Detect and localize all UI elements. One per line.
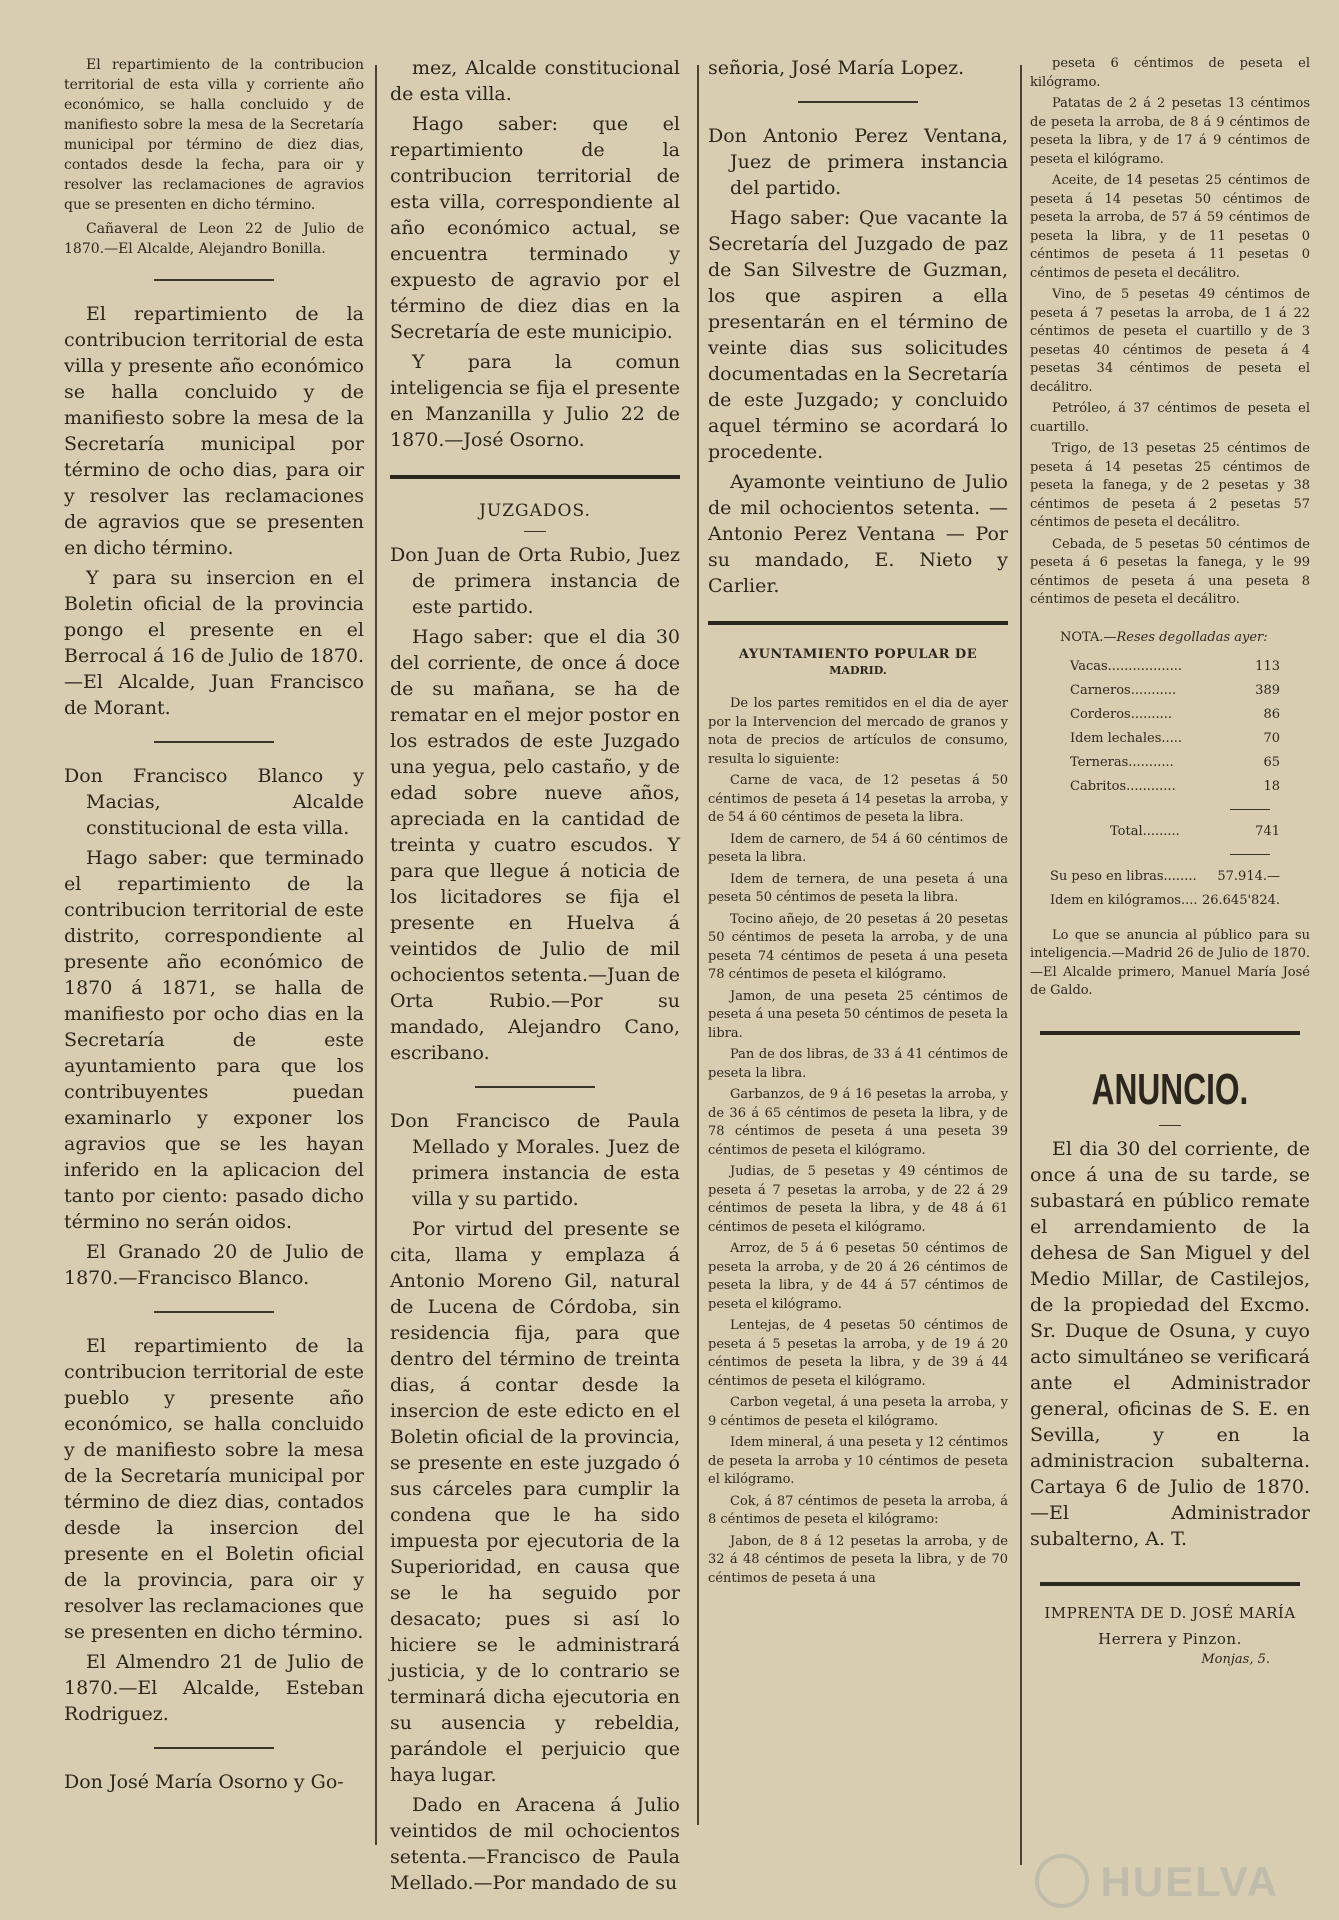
row-label: Idem lechales..... — [1070, 731, 1183, 746]
column-1 — [64, 55, 364, 1865]
notice-aracena: Por virtud del presente se cita, llama y emplaza á Antonio Moreno Gil, natural de Lucena de Córdoba, sin residencia fija, para que dentro del término de treinta dias, á contar desde la insercion de este edicto en el Boletin oficial de la provincia, se presente en este juzgado ó sus cárceles para cumplir la condena que le ha sido impuesta por ejecutoria de la Superioridad, en causa que se le ha seguido por desacato; pues si así lo hiciere se le administrará justicia, y de lo contrario se terminará dicha ejecutoria en su ausencia y rebeldia, parándole el perjuicio que haya lugar. — [390, 1218, 680, 1786]
list-item: peseta 6 céntimos de peseta el kilógramo. — [1030, 56, 1310, 90]
notice-granado: Hago saber: que terminado el repartimiento de la contribucion territorial de este distrito, correspondiente al presente año económico de 1870 á 1871, se halla de manifiesto por ocho dias en la Secretaría de este ayuntamiento para que los contribuyentes puedan examinarlo y exponer los agravios que se les hayan inferido en la aplicacion del tanto por ciento: pasado dicho término no serán oidos. — [64, 847, 364, 1233]
column-rule-1 — [375, 65, 377, 1845]
notice-manzanilla-signature: Y para la comun inteligencia se fija el presente en Manzanilla y Julio 22 de 1870.—José Osorno. — [390, 351, 681, 451]
row-label: Carneros........... — [1070, 683, 1177, 698]
separator — [154, 279, 274, 281]
reses-table — [1070, 655, 1280, 799]
row-value: 57.914.— — [1217, 869, 1280, 884]
row-label: Su peso en libras........ — [1050, 869, 1197, 884]
row-label: Vacas.................. — [1070, 659, 1183, 674]
separator — [475, 1086, 595, 1088]
notice-aracena-heading: Don Francisco de Paula Mellado y Morales. Juez de primera instancia de esta villa y su partido. — [390, 1110, 680, 1210]
section-heading-ayuntamiento: AYUNTAMIENTO POPULAR DE — [738, 647, 978, 662]
row-value: 70 — [1263, 731, 1280, 746]
table-row — [1070, 775, 1280, 799]
list-item: Patatas de 2 á 2 pesetas 13 céntimos de peseta la arroba, de 8 á 9 céntimos de peseta la libra, y de 17 á 9 céntimos de peseta el kilógramo. — [1030, 96, 1310, 167]
list-item: Garbanzos, de 9 á 16 pesetas la arroba, y de 36 á 65 céntimos de peseta la libra, y de 78 céntimos de peseta á una peseta 39 céntimos de peseta el kilógramo. — [708, 1087, 1008, 1158]
column-rule-2 — [697, 65, 699, 1825]
list-item: Idem mineral, á una peseta y 12 céntimos de peseta la arroba y 10 céntimos de peseta el kilógramo. — [708, 1435, 1008, 1487]
dash — [1159, 1125, 1181, 1126]
section-rule — [1040, 1031, 1300, 1035]
table-row — [1070, 751, 1280, 775]
row-value: 86 — [1263, 707, 1280, 722]
column-4 — [1030, 55, 1310, 1855]
table-row — [1070, 727, 1280, 751]
notice-granado-signature: El Granado 20 de Julio de 1870.—Francisco Blanco. — [64, 1241, 364, 1289]
row-value: 65 — [1263, 755, 1280, 770]
notice-manzanilla-heading-end: mez, Alcalde constitucional de esta villa. — [390, 57, 680, 105]
table-row — [1070, 655, 1280, 679]
table-row — [1050, 865, 1280, 889]
table-rule — [1230, 809, 1270, 810]
column-2 — [390, 55, 681, 1894]
list-item: Petróleo, á 37 céntimos de peseta el cuartillo. — [1030, 401, 1310, 435]
reses-total-table — [1070, 820, 1280, 844]
notice-berrocal-signature: Y para su insercion en el Boletin oficial de la provincia pongo el presente en el Berrocal á 16 de Julio de 1870. —El Alcalde, Juan Francisco de Morant. — [64, 567, 364, 719]
market-intro: De los partes remitidos en el dia de ayer por la Intervencion del mercado de granos y nota de precios de artículos de consumo, resulta lo siguiente: — [708, 696, 1008, 767]
list-item: Idem de carnero, de 54 á 60 céntimos de peseta la libra. — [708, 831, 1008, 865]
row-label: Cabritos............ — [1070, 779, 1176, 794]
list-item: Cebada, de 5 pesetas 50 céntimos de peseta á 6 pesetas la fanega, y le 99 céntimos de peseta á una peseta 8 céntimos de peseta el decálitro. — [1030, 536, 1310, 607]
table-rule — [1230, 854, 1270, 855]
row-label: Idem en kilógramos.... — [1050, 893, 1198, 908]
list-item: Pan de dos libras, de 33 á 41 céntimos de peseta la libra. — [708, 1047, 1008, 1081]
notice-ayamonte-heading: Don Antonio Perez Ventana, Juez de primera instancia del partido. — [708, 125, 1008, 199]
row-value: 113 — [1255, 659, 1280, 674]
market-price-list — [708, 772, 1008, 1588]
anuncio-title: ANUNCIO. — [1091, 1064, 1249, 1114]
list-item: Carne de vaca, de 12 pesetas á 50 céntimos de peseta á 14 pesetas la arroba, y de 54 á 60 céntimos de peseta la libra. — [708, 773, 1008, 825]
row-value: 18 — [1263, 779, 1280, 794]
notice-canaveral-signature: Cañaveral de Leon 22 de Julio de 1870.—El Alcalde, Alejandro Bonilla. — [64, 221, 364, 257]
list-item: Idem de ternera, de una peseta á una peseta 50 céntimos de peseta la libra. — [708, 871, 1008, 905]
notice-granado-heading: Don Francisco Blanco y Macias, Alcalde constitucional de esta villa. — [64, 765, 364, 839]
list-item: Aceite, de 14 pesetas 25 céntimos de peseta á 14 pesetas 50 céntimos de peseta la arroba, de 57 á 59 céntimos de peseta la libra, y de 11 pesetas 0 céntimos de peseta á 11 pesetas 0 céntimos de peseta el decálitro. — [1030, 173, 1310, 281]
nota-label: NOTA.— — [1060, 629, 1117, 645]
separator — [798, 101, 918, 103]
nota-reses — [1060, 630, 1310, 645]
watermark-emblem — [1035, 1854, 1089, 1908]
list-item: Trigo, de 13 pesetas 25 céntimos de peseta á 14 pesetas 25 céntimos de peseta la fanega, y de 2 pesetas y 38 céntimos de peseta á 2 pesetas 57 céntimos de peseta el decálitro. — [1030, 441, 1310, 530]
dash — [524, 531, 546, 532]
notice-manzanilla-heading-start: Don José María Osorno y Go- — [64, 1771, 344, 1793]
nota-text: Reses degolladas ayer: — [1116, 629, 1268, 645]
imprenta-address: Monjas, 5. — [1201, 1651, 1270, 1667]
section-heading-juzgados: JUZGADOS. — [479, 501, 591, 521]
watermark: HUELVA — [1100, 1858, 1279, 1905]
list-item: Vino, de 5 pesetas 49 céntimos de peseta á 7 pesetas la arroba, de 1 á 22 céntimos de peseta el cuartillo y de 3 pesetas 40 céntimos de peseta á 4 pesetas 34 céntimos de peseta el decálitro. — [1030, 287, 1310, 395]
column-rule-3 — [1020, 65, 1022, 1865]
section-rule — [390, 475, 680, 479]
list-item: Judias, de 5 pesetas y 49 céntimos de peseta á 7 pesetas la arroba, y de 22 á 29 céntimos de peseta la libra, y de 48 á 61 céntimos de peseta el kilógramo. — [708, 1164, 1008, 1235]
row-value: 389 — [1255, 683, 1280, 698]
notice-huelva: Hago saber: que el dia 30 del corriente, de once á doce de su mañana, se ha de rematar en el mejor postor en los estrados de este Juzgado una yegua, pelo castaño, y de edad sobre nueve años, apreciada en la cantidad de treinta y cuatro escudos. Y para que llegue á noticia de los licitadores se fija el presente en Huelva á veintidos de Julio de mil ochocientos setenta.—Juan de Orta Rubio.—Por su mandado, Alejandro Cano, escribano. — [390, 626, 680, 1064]
imprenta: IMPRENTA DE D. JOSÉ MARÍA Herrera y Pinzon. — [1044, 1603, 1296, 1648]
table-row — [1070, 703, 1280, 727]
notice-berrocal: El repartimiento de la contribucion territorial de esta villa y presente año económico se halla concluido y de manifiesto sobre la mesa de la Secretaría municipal por término de ocho dias, para oir y resolver las reclamaciones de agravios que se presenten en dicho término. — [64, 303, 364, 559]
notice-manzanilla: Hago saber: que el repartimiento de la contribucion territorial de esta villa, correspondiente al año económico actual, se encuentra terminado y expuesto de agravio por el término de diez dias en la Secretaría de este municipio. — [390, 113, 680, 343]
separator — [154, 1311, 274, 1313]
notice-almendro: El repartimiento de la contribucion territorial de este pueblo y presente año económico, se halla concluido y de manifiesto sobre la mesa de la Secretaría municipal por término de diez dias, contados desde la insercion del presente en el Boletin oficial de la provincia, para oir y resolver las reclamaciones que se presenten en dicho término. — [64, 1335, 364, 1643]
total-label: Total......... — [1110, 824, 1180, 839]
section-rule — [708, 621, 1008, 625]
list-item: Tocino añejo, de 20 pesetas á 20 pesetas 50 céntimos de peseta la arroba, y de una peseta 74 céntimos de peseta á una peseta 78 céntimos de peseta el kilógramo. — [708, 911, 1008, 982]
notice-ayamonte-signature: Ayamonte veintiuno de Julio de mil ochocientos setenta. —Antonio Perez Ventana — Por su mandado, E. Nieto y Carlier. — [708, 471, 1008, 597]
notice-ayamonte: Hago saber: Que vacante la Secretaría del Juzgado de paz de San Silvestre de Guzman, los que aspiren a ella presentarán en el término de veinte dias sus solicitudes documentadas en la Secretaría de este Juzgado; y concluido aquel término se acordará lo procedente. — [708, 207, 1008, 463]
row-label: Terneras........... — [1070, 755, 1174, 770]
table-row — [1070, 820, 1280, 844]
list-item: Lentejas, de 4 pesetas 50 céntimos de peseta á 5 pesetas la arroba, y de 19 á 20 céntimos de peseta la libra, y de 39 á 44 céntimos de peseta el kilógramo. — [708, 1318, 1008, 1389]
table-row — [1070, 679, 1280, 703]
peso-table — [1050, 865, 1280, 913]
row-label: Corderos.......... — [1070, 707, 1173, 722]
section-subheading-madrid: MADRID. — [829, 664, 887, 677]
separator — [154, 741, 274, 743]
list-item: Cok, á 87 céntimos de peseta la arroba, á 8 céntimos de peseta el kilógramo: — [708, 1493, 1008, 1527]
notice-aracena-signature: Dado en Aracena á Julio veintidos de mil ochocientos setenta.—Francisco de Paula Mellado.—Por mandado de su — [390, 1794, 680, 1894]
total-value: 741 — [1255, 824, 1280, 839]
list-item: Carbon vegetal, á una peseta la arroba, y 9 céntimos de peseta el kilógramo. — [708, 1395, 1008, 1429]
notice-aracena-signature-end: señoria, José María Lopez. — [708, 57, 965, 79]
column-3 — [708, 55, 1008, 1845]
list-item: Jamon, de una peseta 25 céntimos de peseta á una peseta 50 céntimos de peseta la libra. — [708, 988, 1008, 1041]
table-row — [1050, 889, 1280, 913]
market-closing: Lo que se anuncia al público para su inteligencia.—Madrid 26 de Julio de 1870.—El Alcalde primero, Manuel María José de Galdo. — [1030, 927, 1310, 998]
separator — [154, 1747, 274, 1749]
notice-huelva-heading: Don Juan de Orta Rubio, Juez de primera instancia de este partido. — [390, 544, 680, 618]
anuncio-text: El dia 30 del corriente, de once á una de su tarde, se subastará en público remate el arrendamiento de la dehesa de San Miguel y del Medio Millar, de Castilejos, de la propiedad del Excmo. Sr. Duque de Osuna, y cuyo acto simultáneo se verificará ante el Administrador general, oficinas de S. E. en Sevilla, y en la administracion subalterna. Cartaya 6 de Julio de 1870. —El Administrador subalterno, A. T. — [1030, 1137, 1310, 1550]
row-value: 26.645'824. — [1201, 893, 1280, 908]
section-rule — [1040, 1582, 1300, 1586]
notice-canaveral: El repartimiento de la contribucion territorial de esta villa y corriente año económico, se halla concluido y de manifiesto sobre la mesa de la Secretaría municipal por término de diez dias, contados desde la fecha, para oir y resolver las reclamaciones de agravios que se presenten en dicho término. — [64, 57, 364, 213]
notice-almendro-signature: El Almendro 21 de Julio de 1870.—El Alcalde, Esteban Rodriguez. — [64, 1651, 364, 1725]
list-item: Arroz, de 5 á 6 pesetas 50 céntimos de peseta la arroba, y de 20 á 26 céntimos de peseta la libra, y de 44 á 57 céntimos de peseta el kilógramo. — [708, 1241, 1008, 1312]
market-price-list-continued — [1030, 55, 1310, 610]
list-item: Jabon, de 8 á 12 pesetas la arroba, y de 32 á 48 céntimos de peseta la libra, y de 70 céntimos de peseta á una — [708, 1533, 1008, 1586]
